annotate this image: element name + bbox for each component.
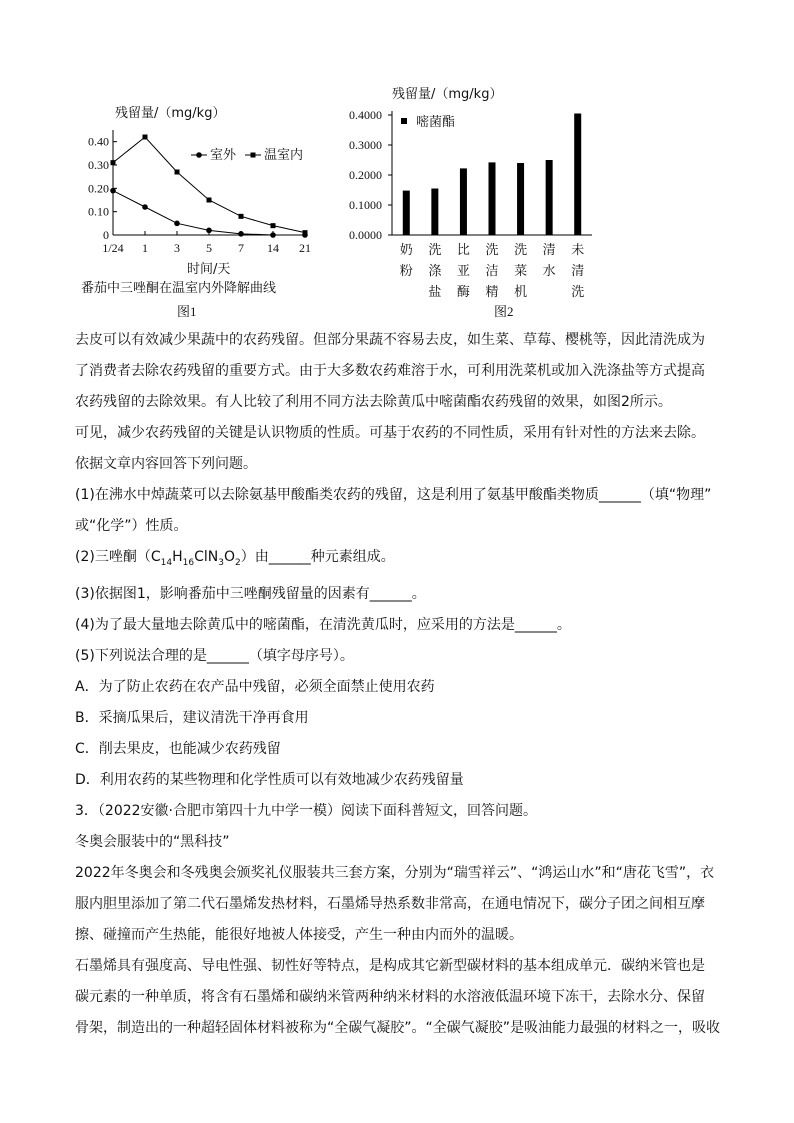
fig2-y-tick-label: 0.2000: [349, 168, 382, 182]
fig1-x-tick-label: 1: [142, 241, 148, 255]
article-title: 冬奥会服装中的“黑科技”: [75, 833, 230, 850]
question-1: (1)在沸水中焯蔬菜可以去除氨基甲酸酯类农药的残留，这是利用了氨基甲酸酯类物质______（填“物理”: [75, 487, 712, 503]
fig1-y-title: 残留量/（mg/kg）: [115, 106, 226, 121]
question-2: (2)三唑酮$(C_{14}H_{16}ClN_3O_2)$由______种元素组成。: [75, 549, 395, 568]
fig2-x-tick-label-char: 盐: [428, 285, 442, 300]
paragraph-line: 了消费者去除农药残留的重要方式。由于大多数农药难溶于水，可利用洗菜机或加入洗涤盐等方式提高: [75, 363, 705, 379]
paragraph-line: 依据文章内容回答下列问题。: [75, 456, 257, 472]
fig2-x-tick-label-char: 亚: [456, 264, 470, 279]
fig2-x-tick-label-char: 比: [456, 243, 470, 258]
fig1-point-greenhouse: [303, 230, 308, 235]
paragraph-line: 骨架，制造出的一种超轻固体材料被称为“全碳气凝胶”。“全碳气凝胶”是吸油能力最强的材料之一，吸收: [75, 1019, 721, 1036]
fig2-x-tick-label-char: 菜: [514, 264, 528, 279]
fig2-x-tick-label-char: 洗: [514, 243, 528, 258]
fig1-y-tick-label: 0.20: [88, 181, 109, 196]
fig2-bar: [403, 191, 410, 235]
paragraph-line: 去皮可以有效减少果蔬中的农药残留。但部分果蔬不容易去皮，如生菜、草莓、樱桃等，因此清洗成为: [75, 332, 705, 348]
fig2-x-tick-label-char: 清: [542, 243, 556, 258]
fig1-point-outdoor: [238, 231, 244, 237]
fig2-y-title: 残留量/（mg/kg）: [392, 87, 503, 102]
question-3: (3)依据图1，影响番茄中三唑酮残留量的因素有______。: [75, 585, 426, 602]
option-c: C．削去果皮，也能减少农药残留: [75, 740, 281, 757]
option-a: A．为了防止农药在农产品中残留，必须全面禁止使用农药: [75, 678, 435, 695]
fig1-point-greenhouse: [111, 160, 116, 165]
fig1-y-tick-label: 0.10: [88, 204, 109, 219]
fig2-bar: [431, 189, 438, 236]
fig1-point-greenhouse: [143, 135, 148, 140]
fig1-point-outdoor: [142, 204, 148, 210]
fig1-point-greenhouse: [175, 170, 180, 175]
fig2-bar: [546, 160, 553, 235]
option-d: D．利用农药的某些物理和化学性质可以有效地减少农药残留量: [75, 771, 464, 788]
fig1-y-tick-label: 0.30: [88, 158, 109, 172]
question-5: (5)下列说法合理的是______（填字母序号）。: [75, 647, 354, 664]
fig1-point-greenhouse: [207, 198, 212, 203]
option-b: B．采摘瓜果后，建议清洗干净再食用: [75, 709, 309, 726]
fig1-x-tick-label: 7: [238, 241, 244, 255]
article-body: [75, 325, 725, 1044]
fig2-bar: [460, 168, 467, 235]
fig2-label: 图2: [494, 304, 514, 319]
fig1-x-tick-label: 1/24: [102, 241, 124, 255]
fig1-point-greenhouse: [239, 214, 244, 219]
fig1-label: 图1: [177, 304, 197, 319]
paragraph-line: 擦、碰撞而产生热能，能很好地被人体接受，产生一种由内而外的温暖。: [75, 926, 523, 943]
fig2-bar: [489, 162, 496, 235]
fig2-x-tick-label-char: 洁: [485, 264, 499, 279]
question-4: (4)为了最大量地去除黄瓜中的嘧菌酯，在清洗黄瓜时，应采用的方法是______。: [75, 616, 571, 633]
fig2-y-tick-label: 0.0000: [349, 228, 382, 242]
fig2-y-tick-label: 0.1000: [349, 198, 382, 212]
fig2-x-tick-label-char: 未: [571, 243, 585, 258]
legend-outdoor: 室外: [210, 148, 237, 163]
fig1-y-tick-label: 0.40: [88, 134, 109, 149]
fig2-x-tick-label-char: 涤: [428, 264, 442, 279]
paragraph-line: 农药残留的去除效果。有人比较了利用不同方法去除黄瓜中嘧菌酯农药残留的效果，如图2所示。: [75, 394, 672, 410]
fig2-bar: [574, 114, 581, 236]
fig1-legend: [191, 147, 303, 163]
fig1-point-greenhouse: [271, 223, 276, 228]
legend-greenhouse-marker: [251, 153, 256, 158]
fig2-x-tick-label-char: 精: [485, 285, 499, 300]
fig2-x-tick-label-char: 酶: [456, 285, 470, 300]
figure-1-line-chart: [81, 95, 345, 325]
fig2-x-tick-label-char: 洗: [571, 285, 585, 300]
section-3-heading: 3．（2022安徽·合肥市第四十九中学一模）阅读下面科普短文，回答问题。: [75, 802, 537, 819]
fig1-x-tick-label: 5: [206, 241, 212, 255]
fig2-x-tick-label-char: 粉: [399, 264, 413, 279]
fig1-x-tick-label: 14: [267, 241, 279, 255]
fig1-caption: 番茄中三唑酮在温室内外降解曲线: [81, 281, 277, 296]
paragraph-line: 可见，减少农药残留的关键是认识物质的性质。可基于农药的不同性质，采用有针对性的方法来去除。: [75, 425, 705, 441]
fig2-legend: [401, 114, 455, 130]
fig2-x-tick-label-char: 奶: [399, 243, 413, 258]
paragraph-line: 石墨烯具有强度高、导电性强、韧性好等特点，是构成其它新型碳材料的基本组成单元．碳纳米管也是: [75, 957, 705, 974]
paragraph-line: 服内胆里添加了第二代石墨烯发热材料，石墨烯导热系数非常高，在通电情况下，碳分子团之间相互摩: [75, 895, 705, 912]
fig2-bar: [517, 163, 524, 235]
paragraph-line: 碳元素的一种单质，将含有石墨烯和碳纳米管两种纳米材料的水溶液低温环境下冻干，去除水分、保留: [75, 988, 705, 1005]
paragraph-line: 2022年冬奥会和冬残奥会颁奖礼仪服装共三套方案，分别为“瑞雪祥云”、“鸿运山水”和“唐花飞雪”，衣: [75, 864, 715, 881]
fig1-point-outdoor: [270, 232, 276, 238]
legend-greenhouse: 温室内: [264, 148, 304, 163]
legend-outdoor-marker: [196, 152, 202, 158]
fig2-x-tick-label-char: 洗: [485, 243, 499, 258]
fig2-y-tick-label: 0.3000: [349, 138, 382, 152]
fig1-point-outdoor: [110, 188, 116, 194]
fig2-x-tick-label-char: 机: [514, 285, 528, 300]
fig2-x-tick-label-char: 洗: [428, 243, 442, 258]
fig1-x-tick-label: 3: [174, 241, 180, 255]
legend-bar-marker: [401, 118, 407, 124]
figure-2-bar-chart: [340, 78, 620, 325]
fig1-x-tick-label: 21: [299, 241, 311, 255]
fig1-x-title: 时间/天: [187, 262, 231, 277]
fig2-x-tick-label-char: 清: [571, 264, 585, 279]
fig1-point-outdoor: [206, 228, 212, 234]
legend-azoxystrobin: 嘧菌酯: [416, 115, 456, 130]
question-1-continued: 或“化学”）性质。: [75, 518, 188, 534]
fig1-point-outdoor: [174, 221, 180, 227]
triadimefon-formula: $C_{14}H_{16}ClN_3O_2$: [150, 549, 241, 568]
fig2-y-tick-label: 0.4000: [349, 108, 382, 122]
fig2-x-tick-label-char: 水: [542, 264, 556, 279]
fig1-y-tick-label: 0: [103, 228, 109, 242]
